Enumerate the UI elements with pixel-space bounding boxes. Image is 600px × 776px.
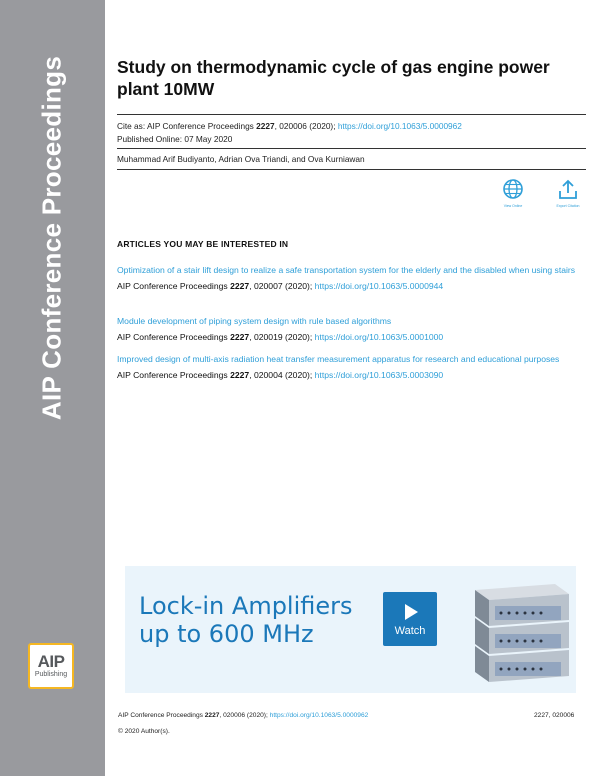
- cite-prefix: AIP Conference Proceedings: [117, 369, 231, 380]
- play-icon: [399, 601, 421, 623]
- cite-volume: 2227: [230, 331, 250, 342]
- watch-button[interactable]: [383, 592, 437, 646]
- related-article: [117, 353, 587, 381]
- doi-link[interactable]: https://doi.org/10.1063/5.0000962: [337, 121, 462, 131]
- cite-prefix: Cite as: AIP Conference Proceedings: [117, 121, 257, 131]
- divider: [117, 169, 586, 170]
- doi-link[interactable]: https://doi.org/10.1063/5.0001000: [314, 331, 444, 342]
- cite-suffix: , 020004 (2020);: [249, 369, 315, 380]
- cite-volume: 2227: [204, 712, 220, 719]
- related-article: [117, 264, 587, 292]
- related-article-citation: [117, 280, 587, 293]
- advertisement-banner[interactable]: [125, 566, 576, 693]
- related-article-title[interactable]: Optimization of a stair lift design to realize a safe transportation system for the elderly and the disabled when using stairs: [117, 265, 576, 275]
- export-citation-button[interactable]: [548, 178, 588, 208]
- related-article-citation: [117, 331, 587, 344]
- sidebar: [0, 0, 105, 776]
- ad-headline: [139, 592, 353, 648]
- cite-prefix: AIP Conference Proceedings: [118, 712, 205, 719]
- cite-suffix: , 020006 (2020);: [274, 121, 338, 131]
- doi-link[interactable]: https://doi.org/10.1063/5.0000962: [269, 712, 369, 719]
- authors: Muhammad Arif Budiyanto, Adrian Ova Triandi, and Ova Kurniawan: [117, 154, 365, 164]
- copyright: © 2020 Author(s).: [118, 728, 170, 735]
- cite-prefix: AIP Conference Proceedings: [117, 280, 231, 291]
- related-article-title[interactable]: Module development of piping system design with rule based algorithms: [117, 316, 392, 326]
- cite-volume: 2227: [256, 121, 275, 131]
- related-article-title[interactable]: Improved design of multi-axis radiation heat transfer measurement apparatus for research and educational purposes: [117, 354, 560, 364]
- footer-page-ref: 2227, 020006: [534, 712, 575, 719]
- cite-suffix: , 020006 (2020);: [219, 712, 270, 719]
- article-title: Study on thermodynamic cycle of gas engine power plant 10MW: [117, 57, 550, 99]
- journal-title: AIP Conference Proceedings: [36, 55, 67, 421]
- logo-subtext: Publishing: [34, 671, 68, 678]
- cite-prefix: AIP Conference Proceedings: [117, 331, 231, 342]
- divider: [117, 114, 586, 115]
- lock-in-amplifier-image: [471, 582, 571, 690]
- related-articles-heading: ARTICLES YOU MAY BE INTERESTED IN: [117, 239, 289, 249]
- cite-volume: 2227: [230, 369, 250, 380]
- cite-volume: 2227: [230, 280, 250, 291]
- aip-publishing-logo[interactable]: [28, 643, 74, 689]
- export-citation-label: Export Citation: [556, 204, 580, 208]
- view-online-button[interactable]: [493, 178, 533, 208]
- export-icon: [557, 178, 579, 200]
- ad-line-1: Lock-in Amplifiers: [139, 592, 353, 620]
- footer-citation: [118, 712, 368, 719]
- ad-line-2: up to 600 MHz: [139, 620, 314, 648]
- published-date: Published Online: 07 May 2020: [117, 134, 233, 144]
- related-article: [117, 315, 587, 343]
- watch-label: Watch: [394, 625, 426, 637]
- view-online-label: View Online: [503, 204, 523, 208]
- citation-line: [117, 121, 462, 132]
- cite-suffix: , 020019 (2020);: [249, 331, 315, 342]
- globe-icon: [502, 178, 524, 200]
- divider: [117, 148, 586, 149]
- cite-suffix: , 020007 (2020);: [249, 280, 315, 291]
- doi-link[interactable]: https://doi.org/10.1063/5.0000944: [314, 280, 444, 291]
- logo-text: AIP: [37, 652, 65, 671]
- related-article-citation: [117, 369, 587, 382]
- doi-link[interactable]: https://doi.org/10.1063/5.0003090: [314, 369, 444, 380]
